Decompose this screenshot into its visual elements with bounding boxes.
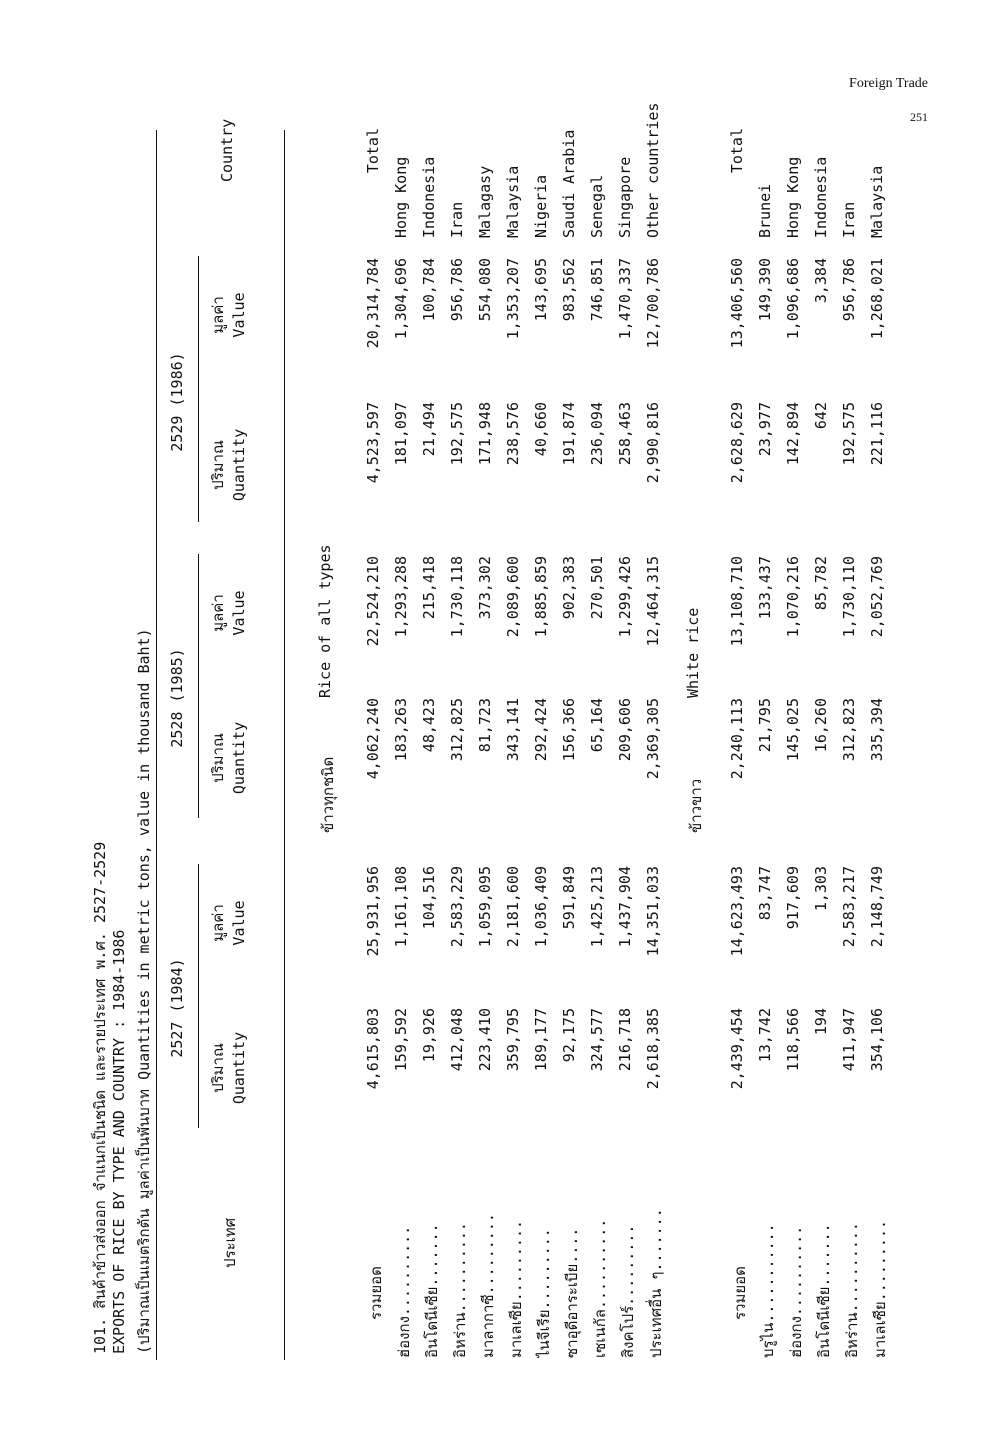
country-thai: อิหร่าน.......... <box>451 1222 469 1358</box>
country-thai: มาเลเซีย......... <box>871 1219 889 1358</box>
quantity-1985: 2,240,113 <box>728 698 746 780</box>
quantity-1985: 4,062,240 <box>364 698 382 780</box>
country-english: Malaysia <box>868 165 886 238</box>
country-english: Brunei <box>756 183 774 238</box>
quantity-1984: 223,410 <box>476 1008 494 1072</box>
value-1986: 746,851 <box>588 258 606 322</box>
value-1986: 3,384 <box>812 258 830 304</box>
value-1986: 956,786 <box>448 258 466 322</box>
quantity-english-header: Quantity <box>230 428 248 502</box>
country-thai: รวมยอด <box>367 1266 385 1320</box>
country-english: Senegal <box>588 174 606 238</box>
country-english: Indonesia <box>812 156 830 238</box>
country-english: Malagasy <box>476 165 494 238</box>
quantity-1985: 209,606 <box>616 698 634 762</box>
country-english: Singapore <box>616 156 634 238</box>
quantity-1984: 412,048 <box>448 1008 466 1072</box>
quantity-1986: 2,628,629 <box>728 402 746 484</box>
quantity-1986: 21,494 <box>420 402 438 457</box>
value-1985: 1,299,426 <box>616 556 634 638</box>
value-1985: 22,524,210 <box>364 556 382 647</box>
country-thai: ไนจีเรีย......... <box>535 1228 553 1358</box>
quantity-english-header: Quantity <box>230 721 248 795</box>
value-1985: 373,302 <box>476 556 494 620</box>
table-row <box>728 0 756 1378</box>
value-1986: 956,786 <box>840 258 858 322</box>
value-1984: 2,583,229 <box>448 866 466 948</box>
value-1986: 143,695 <box>532 258 550 322</box>
table-row <box>476 0 504 1378</box>
table-row <box>392 0 420 1378</box>
country-english: Iran <box>448 201 466 238</box>
table-units-note: (ปริมาณเป็นเมตริกตัน มูลค่าเป็นพันบาท Quantities in metric tons, value in thousand Baht) <box>135 628 153 1354</box>
table-row <box>812 0 840 1378</box>
country-english: Total <box>364 128 382 174</box>
value-1985: 85,782 <box>812 556 830 611</box>
country-english: Nigeria <box>532 174 550 238</box>
country-thai: เซเนกัล.......... <box>591 1218 609 1358</box>
quantity-1984: 359,795 <box>504 1008 522 1072</box>
quantity-1984: 411,947 <box>840 1008 858 1072</box>
country-thai: ฮ่องกง.......... <box>395 1225 413 1358</box>
country-thai: อินโดนีเซีย....... <box>423 1223 441 1358</box>
value-1984: 104,516 <box>420 866 438 930</box>
value-thai-header: มูลค่า <box>209 594 227 632</box>
quantity-1985: 292,424 <box>532 698 550 762</box>
table-row <box>560 0 588 1378</box>
value-english-header: Value <box>230 900 248 946</box>
value-1986: 1,470,337 <box>616 258 634 340</box>
value-1986: 149,390 <box>756 258 774 322</box>
value-1984: 1,036,409 <box>532 866 550 948</box>
quantity-1986: 236,094 <box>588 402 606 466</box>
quantity-1985: 2,369,305 <box>644 698 662 780</box>
value-1986: 13,406,560 <box>728 258 746 349</box>
quantity-1986: 4,523,597 <box>364 402 382 484</box>
year-header-1984: 2527 (1984) <box>168 958 186 1058</box>
quantity-thai-header: ปริมาณ <box>209 440 227 490</box>
value-1984: 1,059,095 <box>476 866 494 948</box>
value-1985: 1,293,288 <box>392 556 410 638</box>
table-title-english: EXPORTS OF RICE BY TYPE AND COUNTRY : 1984-1986 <box>110 929 128 1354</box>
quantity-1984: 189,177 <box>532 1008 550 1072</box>
table-top-rule <box>156 130 157 1360</box>
quantity-1986: 142,894 <box>784 402 802 466</box>
quantity-1986: 23,977 <box>756 402 774 457</box>
value-1985: 2,089,600 <box>504 556 522 638</box>
country-thai: มาเลเซีย......... <box>507 1219 525 1358</box>
quantity-1984: 2,439,454 <box>728 1008 746 1090</box>
country-thai: รวมยอด <box>731 1266 749 1320</box>
quantity-1984: 159,592 <box>392 1008 410 1072</box>
value-1986: 1,304,696 <box>392 258 410 340</box>
value-1984: 14,351,033 <box>644 866 662 957</box>
quantity-1984: 13,742 <box>756 1008 774 1063</box>
year-header-1985: 2528 (1985) <box>168 648 186 748</box>
year-rule-1985 <box>198 554 199 818</box>
value-1984: 1,437,904 <box>616 866 634 948</box>
section-label-english: White rice <box>684 607 702 698</box>
value-english-header: Value <box>230 590 248 636</box>
country-thai: ฮ่องกง.......... <box>787 1225 805 1358</box>
quantity-1986: 258,463 <box>616 402 634 466</box>
country-english: Hong Kong <box>784 156 802 238</box>
quantity-1984: 118,566 <box>784 1008 802 1072</box>
value-1984: 1,425,213 <box>588 866 606 948</box>
rotated-table-page <box>80 0 910 1378</box>
section-label-thai: ข้าวขาว <box>687 778 705 833</box>
country-english: Total <box>728 128 746 174</box>
table-row <box>504 0 532 1378</box>
value-1984: 1,303 <box>812 866 830 912</box>
quantity-1986: 40,660 <box>532 402 550 457</box>
value-1984: 14,623,493 <box>728 866 746 957</box>
value-1985: 1,885,859 <box>532 556 550 638</box>
quantity-1986: 238,576 <box>504 402 522 466</box>
quantity-1985: 21,795 <box>756 698 774 753</box>
quantity-1985: 48,423 <box>420 698 438 753</box>
table-title-thai: 101. สินค้าข้าวส่งออก จำแนกเป็นชนิด และรายประเทศ พ.ศ. 2527-2529 <box>91 841 109 1354</box>
table-row <box>448 0 476 1378</box>
country-english: Other countries <box>644 102 662 238</box>
country-thai: อินโดนีเซีย....... <box>815 1223 833 1358</box>
value-1986: 1,096,686 <box>784 258 802 340</box>
quantity-1985: 145,025 <box>784 698 802 762</box>
country-english: Indonesia <box>420 156 438 238</box>
quantity-thai-header: ปริมาณ <box>209 733 227 783</box>
value-1984: 25,931,956 <box>364 866 382 957</box>
quantity-1986: 2,990,816 <box>644 402 662 484</box>
value-1985: 12,464,315 <box>644 556 662 647</box>
value-1986: 12,700,786 <box>644 258 662 349</box>
value-thai-header: มูลค่า <box>209 904 227 942</box>
value-english-header: Value <box>230 292 248 338</box>
country-thai: มาลากาซี......... <box>479 1213 497 1358</box>
quantity-1984: 4,615,803 <box>364 1008 382 1090</box>
quantity-1986: 181,097 <box>392 402 410 466</box>
table-row <box>588 0 616 1378</box>
country-english: Hong Kong <box>392 156 410 238</box>
value-1986: 983,562 <box>560 258 578 322</box>
value-1986: 1,353,207 <box>504 258 522 340</box>
value-1984: 83,747 <box>756 866 774 921</box>
quantity-1985: 16,260 <box>812 698 830 753</box>
table-row <box>756 0 784 1378</box>
quantity-1984: 216,718 <box>616 1008 634 1072</box>
value-1984: 1,161,108 <box>392 866 410 948</box>
country-english: Iran <box>840 201 858 238</box>
value-1986: 20,314,784 <box>364 258 382 349</box>
quantity-1985: 312,825 <box>448 698 466 762</box>
quantity-1986: 171,948 <box>476 402 494 466</box>
country-thai-header: ประเทศ <box>221 1217 239 1268</box>
country-thai: สิงคโปร์......... <box>619 1224 637 1358</box>
value-1985: 13,108,710 <box>728 556 746 647</box>
table-row <box>420 0 448 1378</box>
country-english: Malaysia <box>504 165 522 238</box>
value-1985: 1,070,216 <box>784 556 802 638</box>
year-rule-1986 <box>198 256 199 522</box>
table-row <box>532 0 560 1378</box>
value-1984: 917,609 <box>784 866 802 930</box>
country-thai: ประเทศอื่น ๆ....... <box>647 1208 665 1358</box>
quantity-1985: 183,263 <box>392 698 410 762</box>
quantity-1985: 343,141 <box>504 698 522 762</box>
quantity-1984: 354,106 <box>868 1008 886 1072</box>
quantity-1985: 81,723 <box>476 698 494 753</box>
value-1985: 215,418 <box>420 556 438 620</box>
value-1984: 591,849 <box>560 866 578 930</box>
quantity-1984: 92,175 <box>560 1008 578 1063</box>
table-row <box>840 0 868 1378</box>
value-1986: 100,784 <box>420 258 438 322</box>
quantity-1986: 192,575 <box>448 402 466 466</box>
table-row <box>868 0 896 1378</box>
quantity-1985: 65,164 <box>588 698 606 753</box>
table-row <box>616 0 644 1378</box>
country-thai: ซาอุดีอาระเบีย.... <box>563 1227 581 1358</box>
page-number: 251 <box>910 110 928 124</box>
quantity-1985: 335,394 <box>868 698 886 762</box>
quantity-1986: 221,116 <box>868 402 886 466</box>
year-rule-1984 <box>198 864 199 1128</box>
quantity-1984: 194 <box>812 1008 830 1036</box>
value-1985: 1,730,110 <box>840 556 858 638</box>
table-row <box>784 0 812 1378</box>
header-bottom-rule <box>284 130 285 1360</box>
table-row <box>644 0 672 1378</box>
value-1985: 133,437 <box>756 556 774 620</box>
quantity-english-header: Quantity <box>230 1031 248 1105</box>
year-header-1986: 2529 (1986) <box>168 352 186 452</box>
value-1985: 270,501 <box>588 556 606 620</box>
country-thai: บรูไน........... <box>759 1223 777 1358</box>
value-1984: 2,148,749 <box>868 866 886 948</box>
value-thai-header: มูลค่า <box>209 296 227 334</box>
quantity-1986: 191,874 <box>560 402 578 466</box>
section-label-thai: ข้าวทุกชนิด <box>319 756 337 833</box>
value-1985: 2,052,769 <box>868 556 886 638</box>
quantity-1984: 2,618,385 <box>644 1008 662 1090</box>
value-1986: 1,268,021 <box>868 258 886 340</box>
quantity-1985: 156,366 <box>560 698 578 762</box>
country-english-header: Country <box>218 118 236 182</box>
quantity-1985: 312,823 <box>840 698 858 762</box>
quantity-1986: 642 <box>812 402 830 430</box>
section-label-english: Rice of all types <box>316 544 334 698</box>
value-1985: 902,383 <box>560 556 578 620</box>
value-1985: 1,730,118 <box>448 556 466 638</box>
running-head: Foreign Trade <box>849 76 928 91</box>
value-1984: 2,181,600 <box>504 866 522 948</box>
quantity-thai-header: ปริมาณ <box>209 1043 227 1093</box>
quantity-1984: 19,926 <box>420 1008 438 1063</box>
quantity-1984: 324,577 <box>588 1008 606 1072</box>
country-thai: อิหร่าน.......... <box>843 1222 861 1358</box>
table-row <box>364 0 392 1378</box>
value-1984: 2,583,217 <box>840 866 858 948</box>
value-1986: 554,080 <box>476 258 494 322</box>
quantity-1986: 192,575 <box>840 402 858 466</box>
country-english: Saudi Arabia <box>560 129 578 238</box>
